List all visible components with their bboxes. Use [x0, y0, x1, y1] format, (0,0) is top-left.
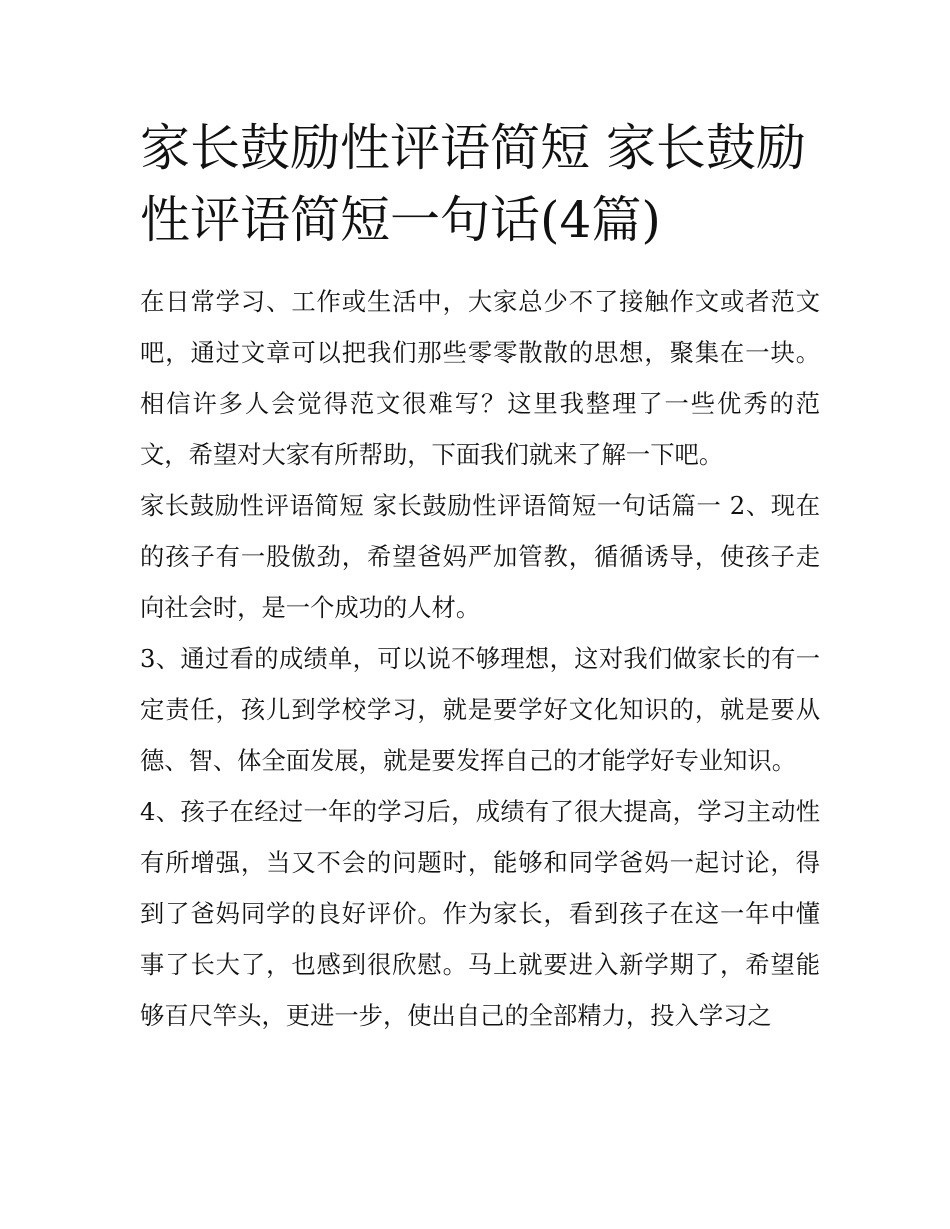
- document-title: 家长鼓励性评语简短 家长鼓励性评语简短一句话(4篇): [140, 119, 806, 249]
- paragraph-item-3: 3、通过看的成绩单，可以说不够理想，这对我们做家长的有一定责任，孩儿到学校学习，就是要学好文化知识的，就是要从德、智、体全面发展，就是要发挥自己的才能学好专业知识。: [140, 644, 820, 775]
- paragraph-section-one: 家长鼓励性评语简短 家长鼓励性评语简短一句话篇一 2、现在的孩子有一股傲劲，希望爸妈严加管教，循循诱导，使孩子走向社会时，是一个成功的人材。: [140, 491, 820, 622]
- paragraph-item-4: 4、孩子在经过一年的学习后，成绩有了很大提高，学习主动性有所增强，当又不会的问题时，能够和同学爸妈一起讨论，得到了爸妈同学的良好评价。作为家长，看到孩子在这一年中懂事了长大了，也感到很欣慰。马上就要进入新学期了，希望能够百尺竿头，更进一步，使出自己的全部精力，投入学习之: [140, 797, 820, 1030]
- paragraph-intro: 在日常学习、工作或生活中，大家总少不了接触作文或者范文吧，通过文章可以把我们那些零零散散的思想，聚集在一块。相信许多人会觉得范文很难写？这里我整理了一些优秀的范文，希望对大家有所帮助，下面我们就来了解一下吧。: [140, 287, 820, 469]
- document-body: [140, 276, 820, 1041]
